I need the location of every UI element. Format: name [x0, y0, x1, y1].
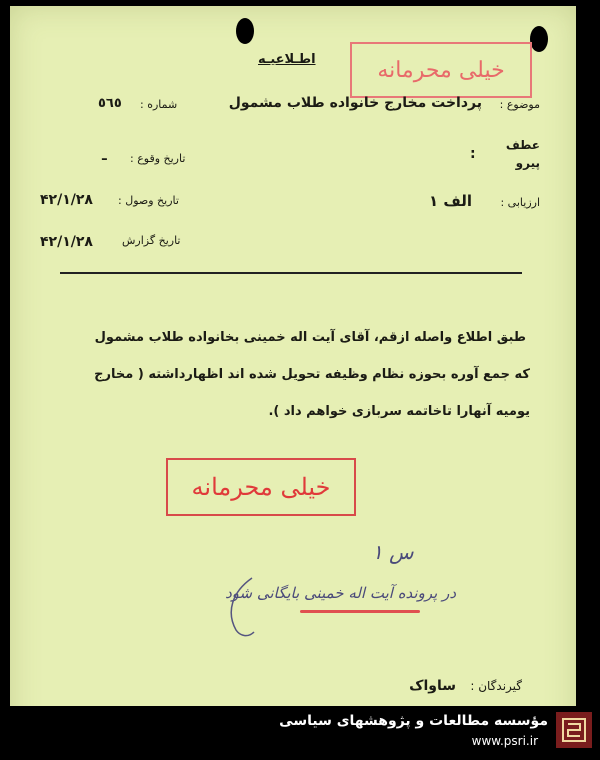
number-value: ٥٦٥ [98, 96, 122, 111]
footer-url: www.psri.ir [471, 734, 538, 748]
ref-label-atf: عطف [505, 138, 540, 152]
recipients-label: گیرندگان : [470, 679, 522, 693]
report-date-value: ۴۲/۱/۲۸ [40, 234, 93, 250]
evaluation-value: الف ۱ [428, 192, 472, 210]
subject-label: موضوع : [499, 98, 540, 111]
punch-hole-right [530, 26, 548, 52]
confidential-stamp-middle: خیلی محرمانه [166, 458, 356, 516]
confidential-stamp-top: خیلی محرمانه [350, 42, 532, 98]
ref-label-peyro: پیرو [515, 156, 540, 170]
handwritten-flourish [222, 572, 262, 642]
ref-colon: : [470, 146, 476, 162]
document-title: اطـلاعيـه [258, 52, 316, 67]
subject-value: پرداخت مخارج خانواده طلاب مشمول [228, 95, 482, 111]
receipt-date-value: ۴۲/۱/۲۸ [40, 192, 93, 208]
punch-hole-left [236, 18, 254, 44]
number-label: شماره : [140, 98, 178, 111]
evaluation-label: ارزیابی : [500, 196, 540, 209]
handwritten-underline [300, 610, 420, 613]
body-line-1: طبق اطلاع واصله ازقم، آقای آیت اله خمینی بخانواده طلاب مشمول [94, 330, 526, 345]
occurrence-date-label: تاریخ وقوع : [130, 152, 186, 165]
handwritten-note-number: س ۱ [372, 540, 414, 564]
psri-logo [556, 712, 592, 748]
report-date-label: تاریخ گزارش [122, 234, 181, 247]
recipients-value: ساواک [409, 678, 456, 694]
logo-emblem-icon [560, 716, 588, 744]
handwritten-note-archive: در پرونده آیت اله خمینی بایگانی شود [225, 584, 456, 602]
body-line-3: یومیه آنهارا تاخاتمه سربازی خواهم داد ). [268, 404, 530, 419]
separator-line [60, 272, 522, 274]
document-page [10, 6, 576, 750]
footer-org-name: مؤسسه مطالعات و پژوهشهای سیاسی [279, 713, 548, 729]
body-line-2: که جمع آوره بحوزه نظام وظیفه تحویل شده اند اظهارداشته ( مخارج [94, 367, 530, 382]
occurrence-date-value: ـ [102, 148, 107, 164]
receipt-date-label: تاریخ وصول : [118, 194, 179, 207]
